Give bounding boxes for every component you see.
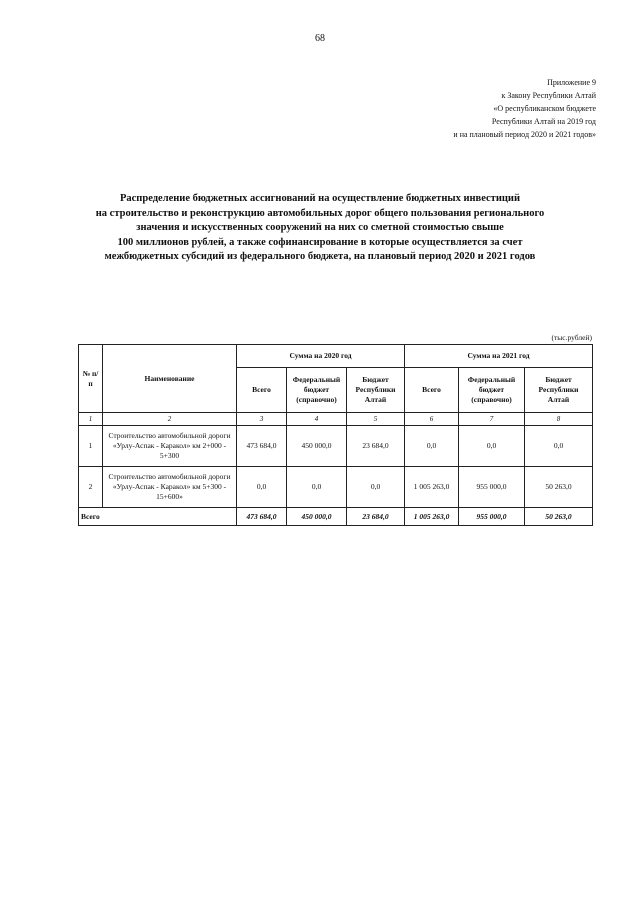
amount-republic-2021: 50 263,0	[525, 467, 593, 508]
col-header-republic-2021: Бюджет Республики Алтай	[525, 368, 593, 413]
col-header-republic-2020: Бюджет Республики Алтай	[347, 368, 405, 413]
amount-federal-2021: 0,0	[459, 426, 525, 467]
budget-table	[78, 344, 593, 526]
appendix-line: «О республиканском бюджете	[493, 104, 596, 113]
column-number: 5	[347, 413, 405, 426]
title-line: межбюджетных субсидий из федерального бюджета, на плановый период 2020 и 2021 годов	[104, 251, 536, 262]
column-number: 2	[103, 413, 237, 426]
appendix-line: Республики Алтай на 2019 год	[491, 117, 596, 126]
column-number: 1	[79, 413, 103, 426]
object-name: Строительство автомобильной дороги «Урлу-Аспак - Каракол» км 5+300 - 15+600»	[103, 467, 237, 508]
title-line: значения и искусственных сооружений на них со сметной стоимостью свыше	[136, 222, 504, 233]
col-header-2021: Сумма на 2021 год	[405, 345, 593, 368]
col-header-name: Наименование	[103, 345, 237, 413]
title-line: Распределение бюджетных ассигнований на осуществление бюджетных инвестиций	[119, 193, 521, 204]
total-label: Всего	[79, 508, 237, 526]
total-federal-2020: 450 000,0	[287, 508, 347, 526]
header-row-groups	[79, 345, 593, 368]
amount-federal-2021: 955 000,0	[459, 467, 525, 508]
amount-republic-2021: 0,0	[525, 426, 593, 467]
amount-total-2021: 1 005 263,0	[405, 467, 459, 508]
appendix-line: и на плановый период 2020 и 2021 годов»	[453, 130, 596, 139]
column-number: 8	[525, 413, 593, 426]
col-header-federal-2021: Федеральный бюджет (справочно)	[459, 368, 525, 413]
units-label: (тыс.рублей)	[551, 333, 592, 342]
amount-federal-2020: 450 000,0	[287, 426, 347, 467]
total-republic-2020: 23 684,0	[347, 508, 405, 526]
total-amount-2021: 1 005 263,0	[405, 508, 459, 526]
col-header-federal-2020: Федеральный бюджет (справочно)	[287, 368, 347, 413]
title-line: 100 миллионов рублей, а также софинансирование в которые осуществляется за счет	[117, 236, 523, 248]
appendix-line: к Закону Республики Алтай	[501, 91, 596, 100]
object-name: Строительство автомобильной дороги «Урлу-Аспак - Каракол» км 2+000 - 5+300	[103, 426, 237, 467]
amount-republic-2020: 23 684,0	[347, 426, 405, 467]
amount-total-2020: 0,0	[237, 467, 287, 508]
table-row	[79, 467, 593, 508]
col-header-total-2021: Всего	[405, 368, 459, 413]
appendix-header	[453, 76, 596, 141]
column-number: 4	[287, 413, 347, 426]
row-number: 2	[79, 467, 103, 508]
amount-total-2020: 473 684,0	[237, 426, 287, 467]
total-federal-2021: 955 000,0	[459, 508, 525, 526]
document-title	[40, 192, 600, 265]
col-header-2020: Сумма на 2020 год	[237, 345, 405, 368]
column-number-row	[79, 413, 593, 426]
title-line: на строительство и реконструкцию автомобильных дорог общего пользования регионального	[95, 207, 545, 219]
amount-total-2021: 0,0	[405, 426, 459, 467]
column-number: 7	[459, 413, 525, 426]
appendix-line: Приложение 9	[547, 78, 596, 87]
total-amount-2020: 473 684,0	[237, 508, 287, 526]
total-republic-2021: 50 263,0	[525, 508, 593, 526]
row-number: 1	[79, 426, 103, 467]
col-header-num: № п/п	[79, 345, 103, 413]
table-row	[79, 426, 593, 467]
col-header-total-2020: Всего	[237, 368, 287, 413]
total-row	[79, 508, 593, 526]
column-number: 6	[405, 413, 459, 426]
page-number: 68	[315, 33, 325, 44]
amount-republic-2020: 0,0	[347, 467, 405, 508]
amount-federal-2020: 0,0	[287, 467, 347, 508]
column-number: 3	[237, 413, 287, 426]
